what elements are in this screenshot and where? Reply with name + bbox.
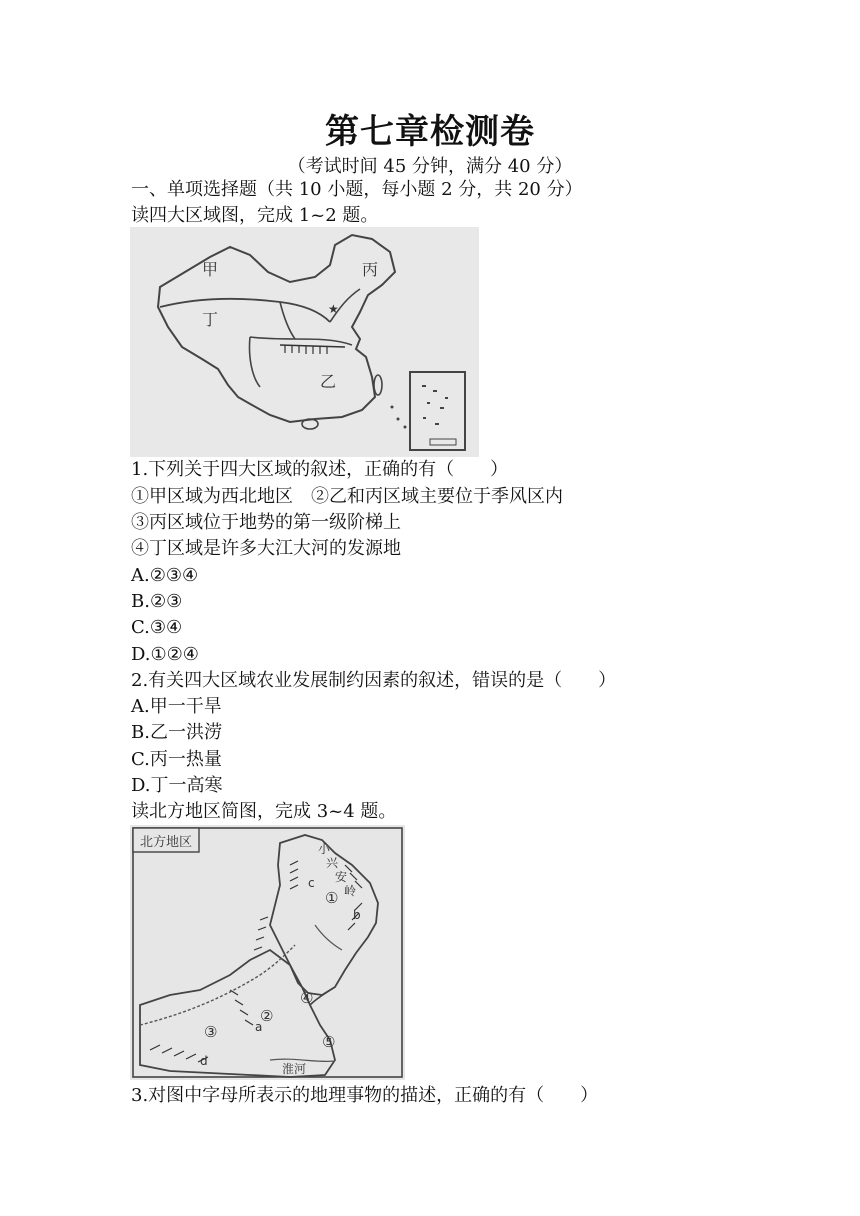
exam-time-note: （考试时间 45 分钟，满分 40 分）: [287, 156, 573, 177]
map2-label-a: a: [255, 1020, 263, 1034]
q1-statement-3: ④丁区域是许多大江大河的发源地: [131, 538, 401, 559]
map2-label-n1: ①: [325, 889, 339, 907]
northern-region-map: [130, 825, 405, 1080]
map2-label-huaihe: 淮河: [282, 1062, 307, 1076]
map2-intro: 读北方地区简图，完成 3~4 题。: [131, 801, 397, 822]
four-regions-map: [130, 227, 479, 457]
q1-option-c: C.③④: [131, 617, 183, 638]
map2-label-b: b: [353, 908, 361, 922]
map2-label-n5: ⑤: [322, 1033, 336, 1051]
q1-option-a: A.②③④: [131, 565, 199, 586]
map2-label-xiaoxinganling: 小兴安岭: [318, 842, 357, 898]
map2-label-d: d: [200, 1054, 208, 1068]
map2-label-n4: ④: [300, 989, 314, 1007]
map2-label-n3: ③: [204, 1023, 218, 1041]
q2-option-a: A.甲一干旱: [131, 696, 222, 717]
region-label-jia: 甲: [202, 260, 219, 279]
q1-statement-1: ①甲区域为西北地区 ②乙和丙区域主要位于季风区内: [131, 486, 563, 507]
q2-option-d: D.丁一高寒: [131, 775, 223, 796]
question-3-stem: 3.对图中字母所表示的地理事物的描述，正确的有（ ）: [131, 1085, 599, 1106]
map2-label-c: c: [308, 876, 315, 890]
region-label-bing: 丙: [362, 260, 379, 279]
svg-text:★: ★: [328, 302, 339, 316]
q1-option-d: D.①②④: [131, 644, 199, 665]
map2-box-title: 北方地区: [140, 835, 193, 850]
region-label-yi: 乙: [320, 372, 337, 391]
map1-intro: 读四大区域图，完成 1~2 题。: [131, 205, 379, 226]
q2-option-b: B.乙一洪涝: [131, 722, 222, 743]
q1-option-b: B.②③: [131, 591, 183, 612]
section-heading: 一、单项选择题（共 10 小题，每小题 2 分，共 20 分）: [131, 179, 583, 200]
map2-label-n2: ②: [260, 1007, 274, 1025]
question-1-stem: 1.下列关于四大区域的叙述，正确的有（ ）: [131, 459, 509, 480]
page-title: 第七章检测卷: [325, 112, 535, 152]
region-label-ding: 丁: [202, 310, 219, 329]
q1-statement-2: ③丙区域位于地势的第一级阶梯上: [131, 512, 401, 533]
question-2-stem: 2.有关四大区域农业发展制约因素的叙述，错误的是（ ）: [131, 670, 617, 691]
q2-option-c: C.丙一热量: [131, 749, 222, 770]
